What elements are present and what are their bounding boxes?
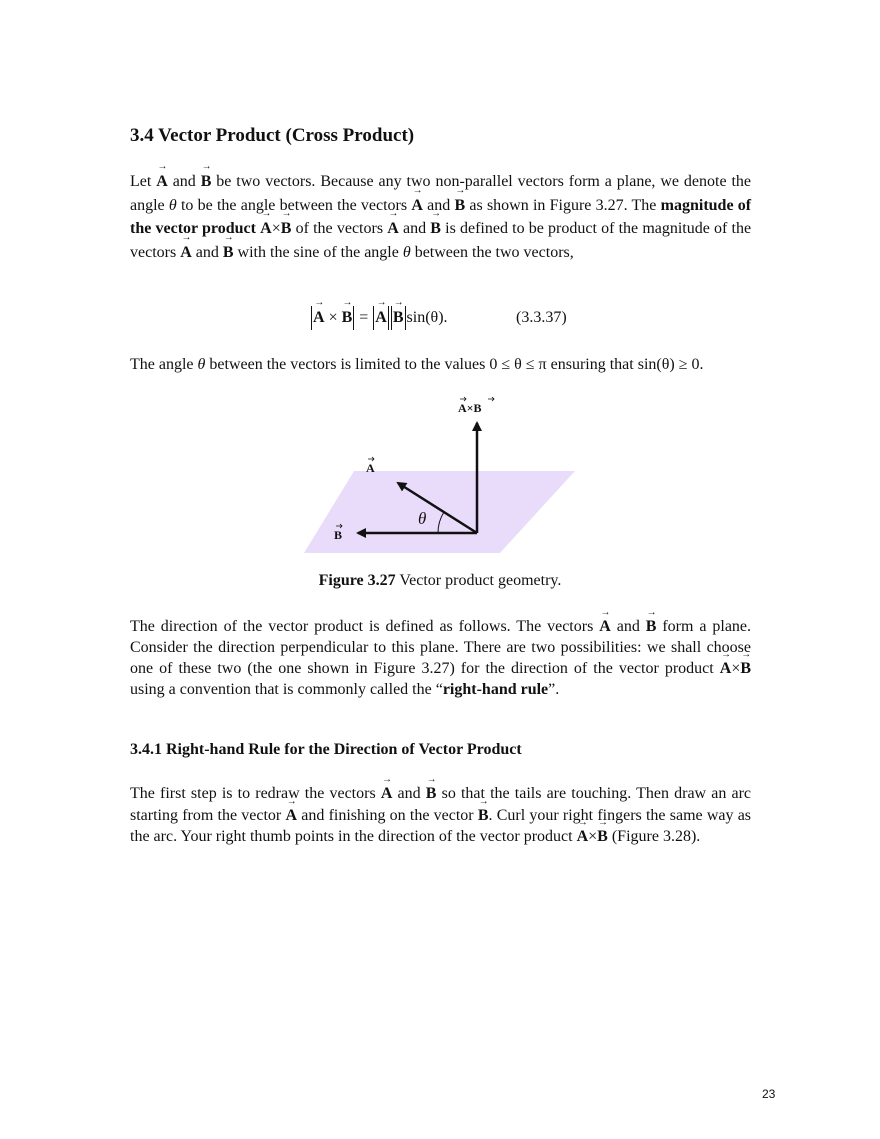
right-hand-rule-paragraph: The first step is to redraw the vectors → A and → B so that the tails are touching. Then draw an arc starting from the vector → A and finishing on the vector → B. Curl your right fingers the same way as the arc. Your right thumb points in the direction of the vector product → A×→ B (Figure 3.28). (130, 783, 751, 848)
page-number: 23 (762, 1087, 776, 1101)
a-label: A (366, 461, 375, 475)
section-title: 3.4 Vector Product (Cross Product) (130, 125, 415, 146)
figure-caption: Figure 3.27 Vector product geometry. (318, 572, 562, 589)
axb-label: A×B (458, 401, 482, 415)
vector-plane (304, 471, 575, 553)
angle-paragraph: The angle θ between the vectors is limited to the values 0 ≤ θ ≤ π ensuring that sin(θ) ≥ 0. (130, 356, 704, 373)
sine-condition: sin(θ) ≥ 0 (637, 356, 700, 373)
right-hand-rule-term: right-hand rule (442, 681, 549, 698)
intro-paragraph: Let → A and → B be two vectors. Because any two non-parallel vectors form a plane, we denote the angle θ to be the angle between the vectors → A and → B as shown in Figure 3.27. The magnitude of the vector product → A×→ B of the vectors → A and → B is defined to be product of the magnitude of the vectors → A and → B with the sine of the angle θ between the two vectors, (130, 170, 751, 264)
equation-3-3-37: → A × → B = → A→ B sin(θ). (310, 306, 448, 330)
vector-b: → B (201, 170, 212, 194)
b-label: B (334, 528, 343, 542)
vector-a: → A (156, 170, 168, 194)
bold-term: magnitude of the vector product (130, 196, 752, 237)
theta-symbol: θ (168, 196, 177, 214)
theta-label: θ (418, 509, 427, 528)
subsection-title: 3.4.1 Right-hand Rule for the Direction of Vector Product (130, 741, 522, 758)
direction-paragraph: The direction of the vector product is defined as follows. The vectors → A and → B form a plane. Consider the direction perpendicular to this plane. There are two possibilities: we shall choose one of these two (the one shown in Figure 3.27) for the direction of the vector product → A×→ B using a convention that is commonly called the “right-hand rule”. (130, 616, 751, 700)
equation-number: (3.3.37) (516, 309, 567, 326)
angle-range: 0 ≤ θ ≤ π (489, 356, 547, 373)
vector-product-figure (290, 395, 590, 565)
